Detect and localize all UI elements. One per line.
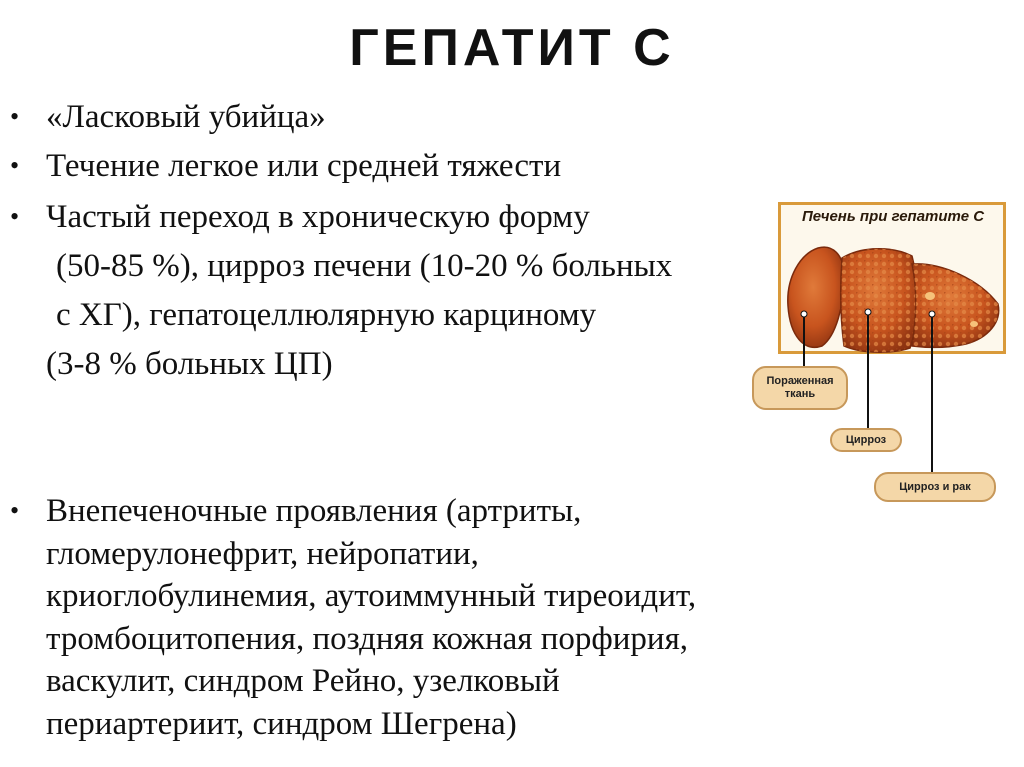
- text-line: криоглобулинемия, аутоиммунный тиреоидит,: [46, 578, 697, 614]
- extrahepatic-manifestations: [46, 490, 806, 745]
- text-line: тромбоцитопения, поздняя кожная порфирия,: [46, 620, 689, 657]
- bullet-item: Течение легкое или средней тяжести: [46, 148, 562, 184]
- slide-title: ГЕПАТИТ С: [349, 19, 675, 77]
- bullet-item: «Ласковый убийца»: [46, 99, 326, 135]
- text-line: гломерулонефрит, нейропатии,: [46, 535, 479, 572]
- bullet-continuation: (50-85 %), цирроз печени (10-20 % больных: [56, 248, 673, 284]
- bullet-marker: •: [10, 102, 20, 131]
- bullet-marker: •: [10, 496, 20, 525]
- bullet-continuation: с ХГ), гепатоцеллюлярную карциному: [56, 297, 597, 333]
- text-line: васкулит, синдром Рейно, узелковый: [46, 663, 560, 699]
- bullet-item: Частый переход в хроническую форму: [46, 199, 590, 235]
- text-line: периартериит, синдром Шегрена): [46, 705, 517, 742]
- bullet-continuation: (3-8 % больных ЦП): [46, 346, 333, 382]
- bullet-marker: •: [10, 202, 20, 231]
- liver-image: [752, 196, 1014, 516]
- label-cirrhosis-cancer: Цирроз и рак: [874, 472, 996, 502]
- bullet-marker: •: [10, 151, 20, 180]
- label-affected-tissue: Пораженная ткань: [752, 366, 848, 410]
- figure-caption: Печень при гепатите С: [801, 208, 985, 225]
- label-cirrhosis: Цирроз: [830, 428, 902, 452]
- text-line: Внепеченочные проявления (артриты,: [46, 493, 582, 529]
- liver-illustration: [752, 196, 1014, 516]
